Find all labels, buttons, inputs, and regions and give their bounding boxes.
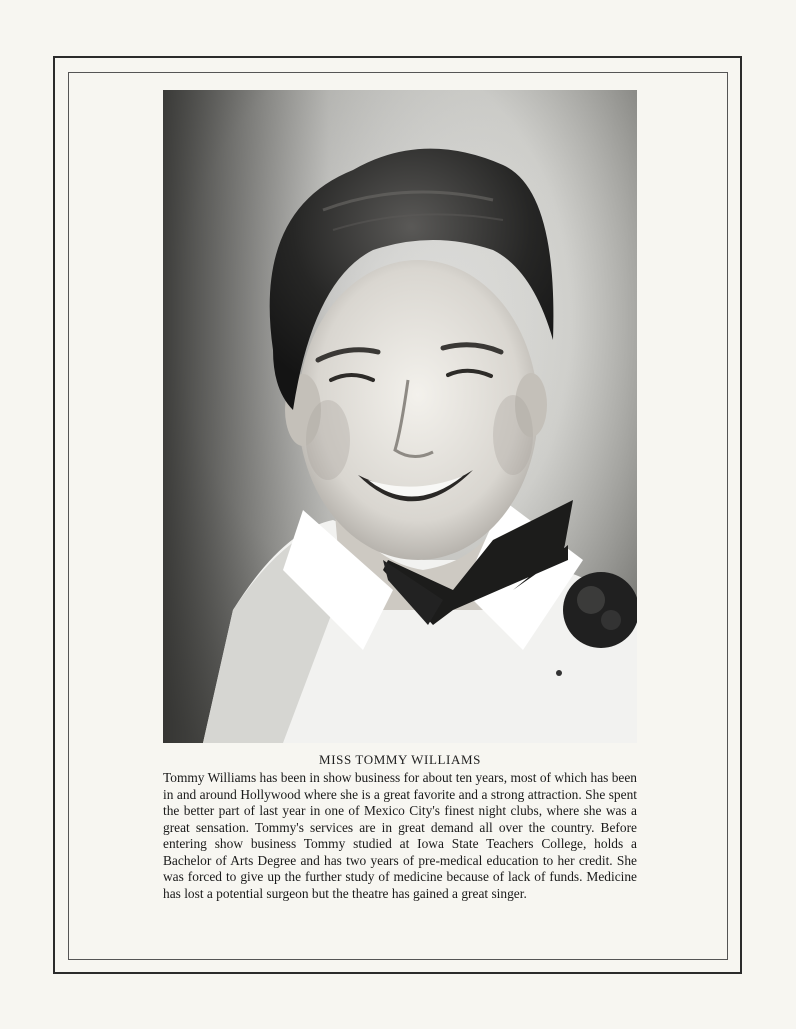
- photo-caption: MISS TOMMY WILLIAMS: [319, 752, 481, 767]
- portrait-photo: [163, 90, 637, 743]
- biography-paragraph: Tommy Williams has been in show business for about ten years, most of which has been in and around Hollywood where she is a great favorite and a strong attraction. She spent the better part of last year in one of Mexico City's finest night clubs, where she was a great sensation. Tommy's services are in great demand all over the country. Before entering show business Tommy studied at Iowa State Teachers College, holds a Bachelor of Arts Degree and has two years of pre-medical education to her credit. She was forced to give up the further study of medicine because of lack of funds. Medicine has lost a potential surgeon but the theatre has gained a great singer.: [163, 770, 637, 901]
- portrait-illustration: [163, 90, 637, 743]
